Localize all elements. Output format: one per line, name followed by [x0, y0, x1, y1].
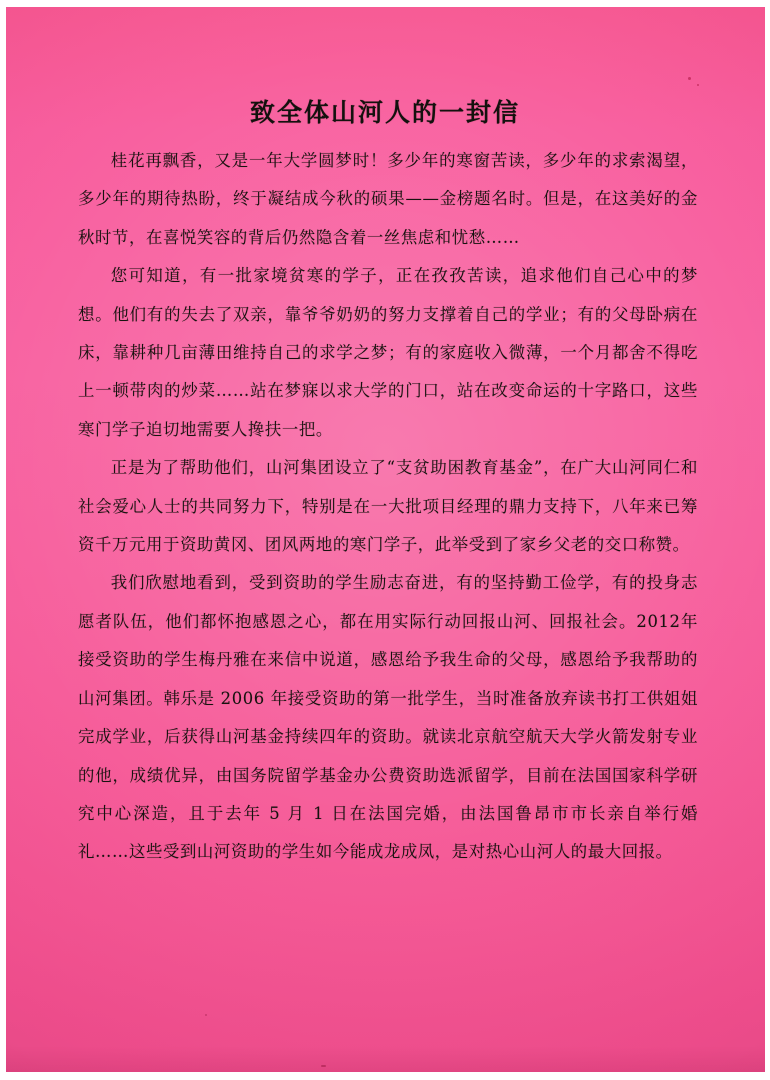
scan-border-left [0, 0, 6, 1080]
scan-border-top [0, 0, 770, 7]
paragraph-1: 桂花再飘香，又是一年大学圆梦时！多少年的寒窗苦读，多少年的求索渴望，多少年的期待热盼，终于凝结成今秋的硕果——金榜题名时。但是，在这美好的金秋时节，在喜悦笑容的背后仍然隐含着一丝焦虑和忧愁…… [78, 151, 698, 247]
scan-border-right [765, 0, 770, 1080]
paragraph-3: 正是为了帮助他们，山河集团设立了“支贫助困教育基金”，在广大山河同仁和社会爱心人士的共同努力下，特别是在一大批项目经理的鼎力支持下，八年来已筹资千万元用于资助黄冈、团风两地的寒门学子，此举受到了家乡父老的交口称赞。 [78, 458, 698, 555]
scan-border-bottom [0, 1072, 770, 1080]
letter-body [78, 142, 698, 872]
page-title: 致全体山河人的一封信 [249, 98, 520, 127]
paragraph-4: 我们欣慰地看到，受到资助的学生励志奋进，有的坚持勤工俭学，有的投身志愿者队伍，他们都怀抱感恩之心，都在用实际行动回报山河、回报社会。2012年接受资助的学生梅丹雅在来信中说道，感恩给予我生命的父母，感恩给予我帮助的山河集团。韩乐是 2006 年接受资助的第一批学生，当时准备放弃读书打工供姐姐完成学业，后获得山河基金持续四年的资助。就读北京航空航天大学火箭发射专业的他，成绩优异，由国务院留学基金办公费资助选派留学，目前在法国国家科学研究中心深造，且于去年 5 月 1 日在法国完婚，由法国鲁昂市市长亲自举行婚礼……这些受到山河资助的学生如今能成龙成凤，是对热心山河人的最大回报。 [78, 573, 698, 862]
paragraph-2: 您可知道，有一批家境贫寒的学子，正在孜孜苦读，追求他们自己心中的梦想。他们有的失去了双亲，靠爷爷奶奶的努力支撑着自己的学业；有的父母卧病在床，靠耕种几亩薄田维持自己的求学之梦；有的家庭收入微薄，一个月都舍不得吃上一顿带肉的炒菜……站在梦寐以求大学的门口，站在改变命运的十字路口，这些寒门学子迫切地需要人搀扶一把。 [78, 266, 698, 439]
